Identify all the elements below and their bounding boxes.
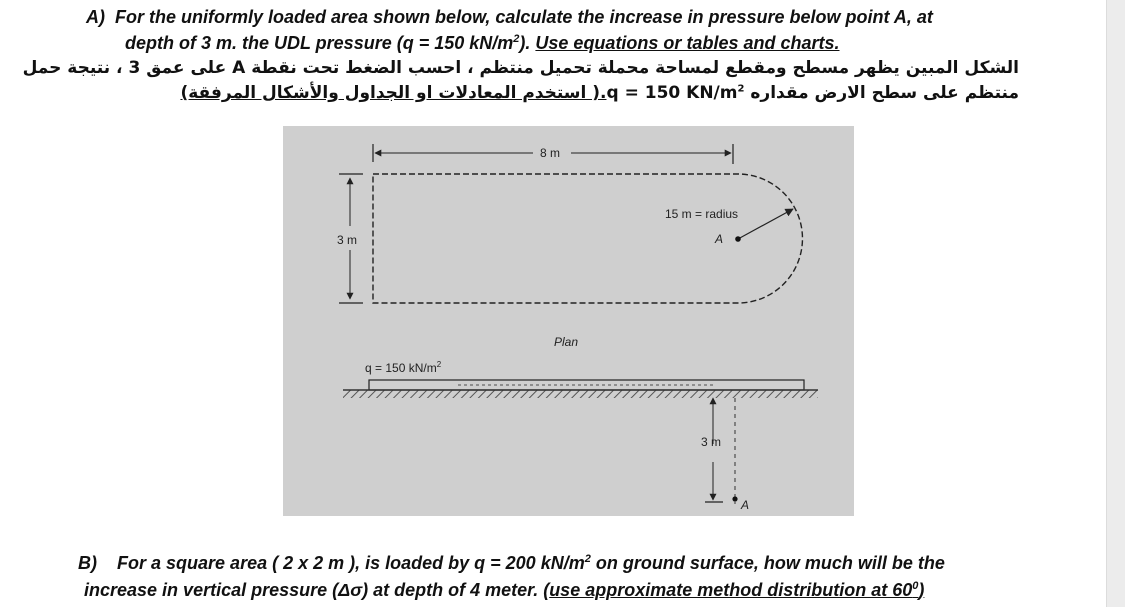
depth-dimension <box>337 174 363 303</box>
figure-drawing <box>283 126 854 516</box>
point-a-marker <box>735 236 741 242</box>
question-a-method-note: Use equations or tables and charts. <box>535 33 840 53</box>
question-b-line1 <box>78 553 945 574</box>
section-point-a-marker <box>732 496 737 501</box>
ground-surface <box>343 390 818 398</box>
question-a-paren: ). <box>519 33 531 53</box>
question-a-arabic-line2 <box>180 83 1019 103</box>
question-b-text-line1-end: on ground surface, how much will be the <box>590 553 945 573</box>
question-b-line2 <box>84 580 924 601</box>
figure-plan-and-section <box>283 126 854 516</box>
arabic-line2-text: منتظم على سطح الارض مقداره <box>750 83 1019 103</box>
question-a-line2 <box>125 33 840 54</box>
question-a-label: A) <box>86 7 105 27</box>
arabic-line2-value: q = 150 $KN/m^2$ <box>606 83 745 103</box>
plan-width-label: 8 m <box>540 146 561 160</box>
question-b-text-line2: increase in vertical pressure (Δσ) at depth of 4 meter. ( <box>84 580 550 600</box>
width-dimension <box>373 144 733 164</box>
load-label: q = 150 $kN/m^2$ <box>365 360 442 375</box>
section-depth-dimension <box>701 398 735 504</box>
question-b-method-note: use approximate method distribution at $60^0$) <box>549 580 925 600</box>
section-point-a-label: A <box>741 498 750 512</box>
question-a-text-line1: For the uniformly loaded area shown below, calculate the increase in pressure below point A, at <box>115 7 933 27</box>
radius-line <box>738 209 793 239</box>
question-b-exponent: 2 <box>584 553 591 565</box>
arabic-line2-method-note: .( استخدم المعادلات او الجداول والأشكال المرفقة) <box>180 83 607 103</box>
point-a-label: A <box>715 232 724 246</box>
page-edge <box>1106 0 1125 607</box>
question-a-text-line2: depth of 3 m. the UDL pressure (q = 150 kN/m <box>125 33 514 53</box>
question-b-label: B) <box>78 553 97 573</box>
radius-label: 15 m = radius <box>665 207 739 221</box>
question-b-text-line1: For a square area ( 2 x 2 m ), is loaded by q = 200 kN/m <box>117 553 585 573</box>
question-a-arabic-line1: الشكل المبين يظهر مسطح ومقطع لمساحة محملة تحميل منتظم ، احسب الضغط تحت نقطة A على عمق 3 ، نتيجة حمل <box>22 58 1019 78</box>
plan-caption: Plan <box>554 335 579 349</box>
question-a-line1 <box>86 7 933 28</box>
section-depth-label: 3 m <box>701 435 722 449</box>
question-a-exponent: 2 <box>513 33 520 45</box>
plan-depth-label: 3 m <box>337 233 358 247</box>
